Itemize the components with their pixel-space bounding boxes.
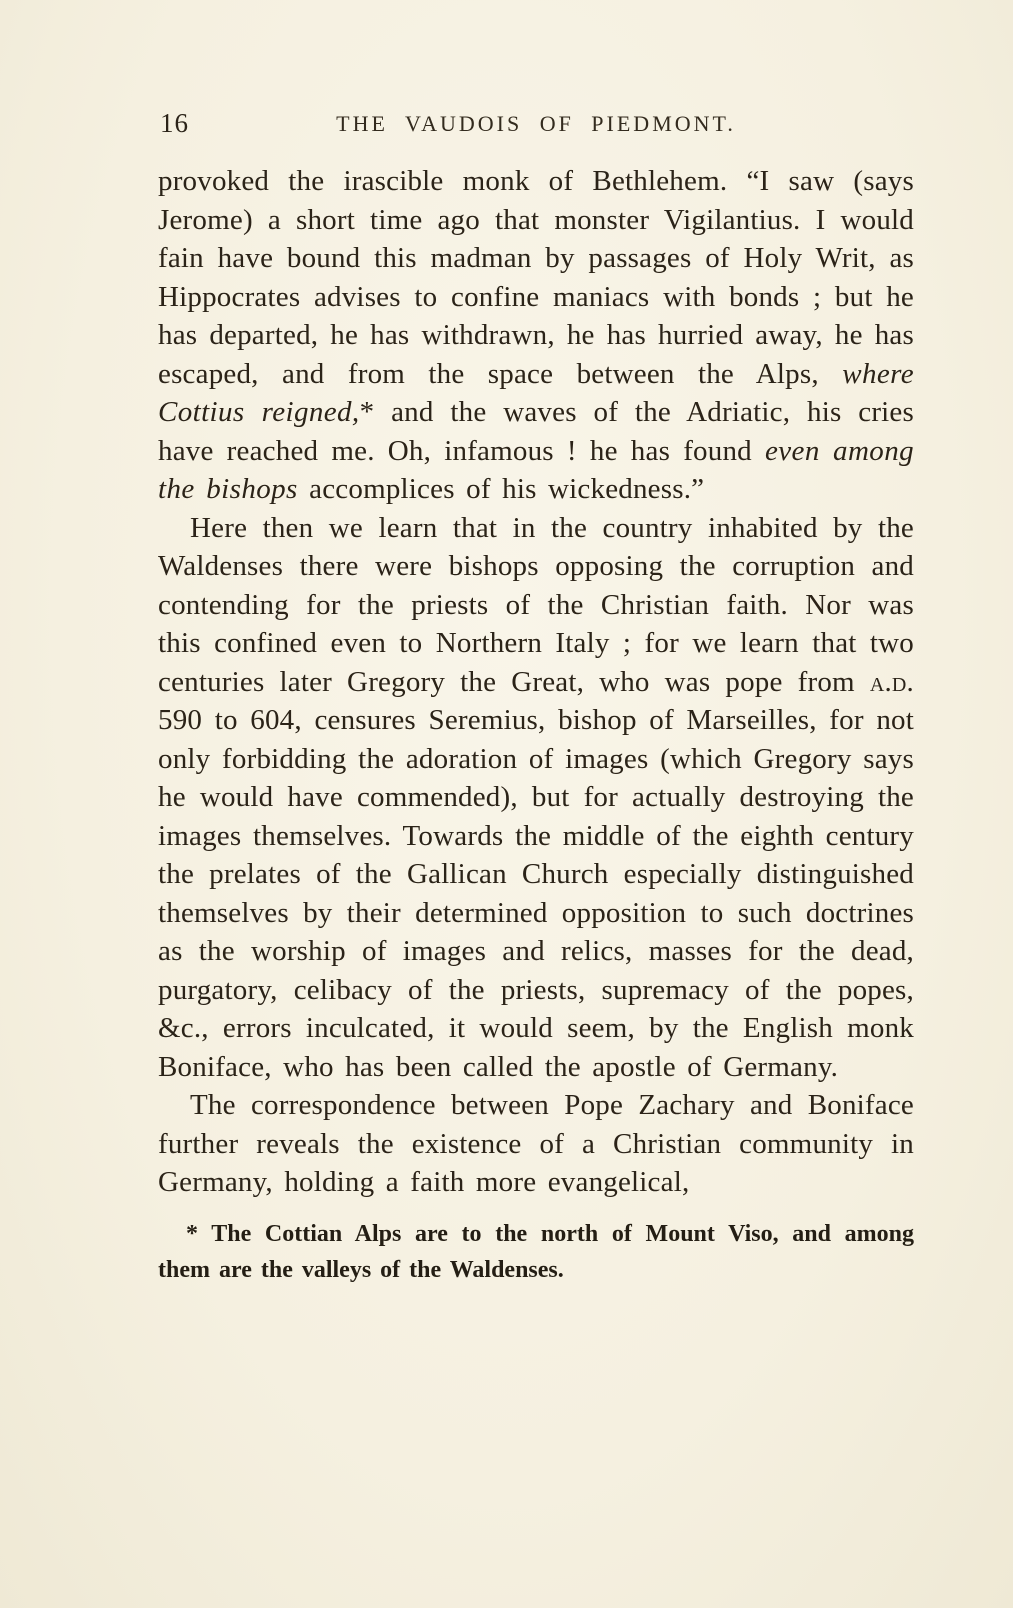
paragraph (158, 509, 914, 1087)
footnote (158, 1216, 914, 1288)
paragraph (158, 162, 914, 509)
text-segment: Here then we learn that in the country inhabited by the Waldenses there were bishops opposing the corruption and contending for the priests of the Christian faith. Nor was this confined even to Northern Italy ; for we learn that two centuries later Gregory the Great, who was pope from (158, 511, 914, 698)
page-header (158, 106, 914, 142)
paragraph (158, 1216, 914, 1288)
page-content (158, 106, 914, 1288)
text-segment: where Cottius reigned, (158, 357, 914, 428)
page-number: 16 (160, 108, 189, 138)
text-segment: 590 to 604, censures Seremius, bishop of Marseilles, for not only forbidding the adoration of images (which Gregory says he would have commended), but for actually destroying the images themselves. Towards the middle of the eighth century the prelates of the Gallican Church especially distinguished themselves by their determined opposition to such doctrines as the worship of images and relics, masses for the dead, purgatory, celibacy of the priests, supremacy of the popes, &c., errors inculcated, it would seem, by the English monk Boniface, who has been called the apostle of Germany. (158, 704, 914, 1083)
text-segment: even among the bishops (158, 434, 914, 505)
text-segment: accomplices of his wickedness.” (297, 473, 705, 505)
page-body (158, 162, 914, 1202)
paragraph (158, 1086, 914, 1202)
text-segment: * The Cottian Alps are to the north of Mount Viso, and among them are the valleys of the Waldenses. (158, 1220, 914, 1283)
text-segment: provoked the irascible monk of Bethlehem. “I saw (says Jerome) a short time ago that monster Vigilantius. I would fain have bound this madman by passages of Holy Writ, as Hippocrates advises to confine maniacs with bonds ; but he has departed, he has withdrawn, he has hurried away, he has escaped, and from the space between the Alps, (158, 165, 914, 390)
text-segment: a.d. (869, 665, 914, 698)
text-segment: * and the waves of the Adriatic, his cries have reached me. Oh, infamous ! he has found (158, 396, 914, 467)
text-segment: The correspondence between Pope Zachary and Boniface further reveals the existence of a Christian community in Germany, holding a faith more evangelical, (158, 1089, 914, 1198)
running-title: THE VAUDOIS OF PIEDMONT. (336, 111, 736, 136)
